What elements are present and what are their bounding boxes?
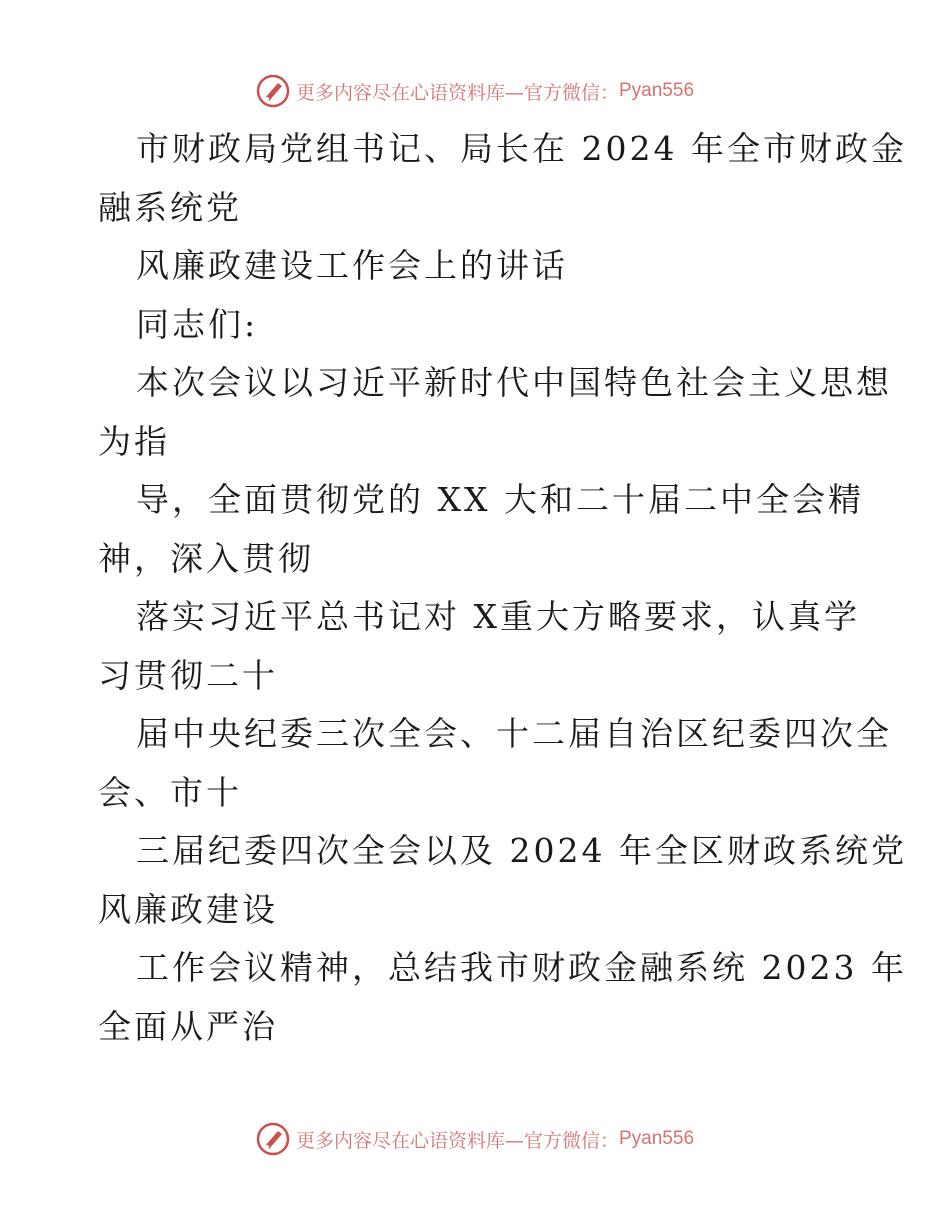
text-line: 风廉政建设工作会上的讲话 xyxy=(136,246,568,285)
text-line: 三届纪委四次全会以及 2024 年全区财政系统党 xyxy=(136,831,907,870)
header-watermark-wechat: Pyan556 xyxy=(619,80,695,101)
footer-watermark-text: 更多内容尽在心语资料库—官方微信： xyxy=(295,1129,619,1152)
header-watermark xyxy=(0,71,950,111)
text-line: 风廉政建设 xyxy=(98,889,278,929)
text-line: 本次会议以习近平新时代中国特色社会主义思想 xyxy=(136,363,892,402)
pen-logo-icon xyxy=(256,74,290,108)
text-line: 习贯彻二十 xyxy=(98,655,278,695)
text-line: 神，深入贯彻 xyxy=(98,538,314,578)
text-line: 同志们: xyxy=(136,304,259,344)
document-body xyxy=(98,120,907,1056)
text-line: 落实习近平总书记对 X重大方略要求，认真学 xyxy=(136,597,860,636)
text-line: 全面从严治 xyxy=(98,1006,278,1046)
text-line: 工作会议精神，总结我市财政金融系统 2023 年 xyxy=(136,948,907,987)
text-line: 市财政局党组书记、局长在 2024 年全市财政金 xyxy=(136,129,907,168)
pen-logo-icon xyxy=(256,1122,290,1156)
footer-watermark-wechat: Pyan556 xyxy=(619,1128,695,1149)
text-line: 为指 xyxy=(98,421,170,461)
text-line: 融系统党 xyxy=(98,187,242,227)
text-line: 届中央纪委三次全会、十二届自治区纪委四次全 xyxy=(136,714,892,753)
text-line: 导，全面贯彻党的 XX 大和二十届二中全会精 xyxy=(136,480,864,519)
header-watermark-text: 更多内容尽在心语资料库—官方微信： xyxy=(295,81,619,104)
text-line: 会、市十 xyxy=(98,772,242,812)
footer-watermark xyxy=(0,1119,950,1159)
